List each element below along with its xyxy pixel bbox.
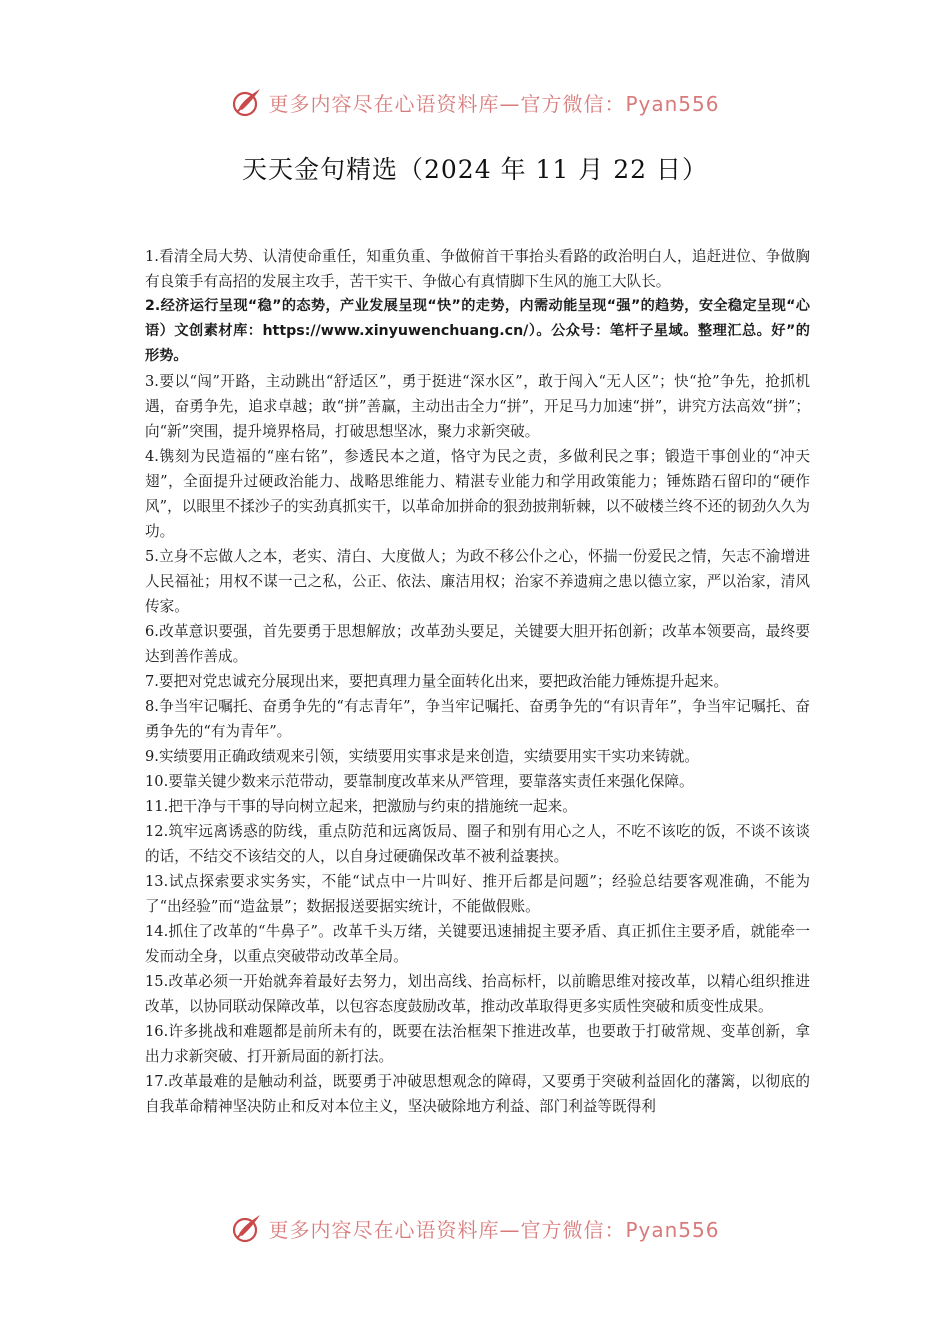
list-item: 4.镌刻为民造福的“座右铭”，参透民本之道，恪守为民之责，多做利民之事；锻造干事创业的“冲天翅”，全面提升过硬政治能力、战略思维能力、精湛专业能力和学用政策能力；锤炼踏石留印的“硬作风”，以眼里不揉沙子的实劲真抓实干，以革命加拼命的狠劲披荆斩棘，以不破楼兰终不还的韧劲久久为功。 [145, 448, 810, 540]
footer-banner [0, 1208, 950, 1248]
list-item: 9.实绩要用正确政绩观来引领，实绩要用实事求是来创造，实绩要用实干实功来铸就。 [145, 748, 699, 765]
list-item: 6.改革意识要强，首先要勇于思想解放；改革劲头要足，关键要大胆开拓创新；改革本领要高，最终要达到善作善成。 [145, 623, 810, 665]
banner-text: 更多内容尽在心语资料库—官方微信：Pyan556 [268, 91, 720, 116]
list-item: 14.抓住了改革的“牛鼻子”。改革千头万绪，关键要迅速捕捉主要矛盾、真正抓住主要矛盾，就能牵一发而动全身，以重点突破带动改革全局。 [145, 923, 810, 965]
quote-list [145, 244, 810, 1119]
list-item: 10.要靠关键少数来示范带动，要靠制度改革来从严管理，要靠落实责任来强化保障。 [145, 773, 694, 790]
list-item: 16.许多挑战和难题都是前所未有的，既要在法治框架下推进改革，也要敢于打破常规、变革创新，拿出力求新突破、打开新局面的新打法。 [145, 1023, 810, 1065]
quill-pen-logo-icon [230, 85, 264, 119]
list-item: 1.看清全局大势、认清使命重任，知重负重、争做俯首干事抬头看路的政治明白人，追赶进位、争做胸有良策手有高招的发展主攻手，苦干实干、争做心有真情脚下生风的施工大队长。 [145, 248, 810, 290]
list-item: 5.立身不忘做人之本，老实、清白、大度做人；为政不移公仆之心，怀揣一份爱民之情，矢志不渝增进人民福祉；用权不谋一己之私，公正、依法、廉洁用权；治家不养遗痈之患以德立家，严以治家，清风传家。 [145, 548, 810, 615]
list-item: 7.要把对党忠诚充分展现出来，要把真理力量全面转化出来，要把政治能力锤炼提升起来。 [145, 673, 729, 690]
quill-pen-logo-icon [230, 1211, 264, 1245]
page-title: 天天金句精选（2024 年 11 月 22 日） [242, 155, 708, 184]
list-item: 17.改革最难的是触动利益，既要勇于冲破思想观念的障碍，又要勇于突破利益固化的藩篱，以彻底的自我革命精神坚决防止和反对本位主义，坚决破除地方利益、部门利益等既得利 [145, 1073, 810, 1115]
list-item: 3.要以“闯”开路，主动跳出“舒适区”，勇于挺进“深水区”，敢于闯入“无人区”；快“抢”争先，抢抓机遇，奋勇争先，追求卓越；敢“拼”善赢，主动出击全力“拼”，开足马力加速“拼”，讲究方法高效“拼”；向“新”突围，提升境界格局，打破思想坚冰，聚力求新突破。 [145, 373, 810, 440]
list-item: 13.试点探索要求实务实，不能“试点中一片叫好、推开后都是问题”；经验总结要客观准确，不能为了“出经验”而“造盆景”；数据报送要据实统计，不能做假账。 [145, 873, 810, 915]
list-item: 8.争当牢记嘱托、奋勇争先的“有志青年”，争当牢记嘱托、奋勇争先的“有识青年”，争当牢记嘱托、奋勇争先的“有为青年”。 [145, 698, 810, 740]
list-item: 2.经济运行呈现“稳”的态势，产业发展呈现“快”的走势，内需动能呈现“强”的趋势，安全稳定呈现“心语）文创素材库：https://www.xinyuwenchuang.cn/）。公众号：笔杆子星域。整理汇总。好”的形势。 [145, 298, 810, 364]
list-item: 12.筑牢远离诱惑的防线，重点防范和远离饭局、圈子和别有用心之人，不吃不该吃的饭，不谈不该谈的话，不结交不该结交的人，以自身过硬确保改革不被利益裹挟。 [145, 823, 810, 865]
banner-text: 更多内容尽在心语资料库—官方微信：Pyan556 [268, 1217, 720, 1242]
list-item: 11.把干净与干事的导向树立起来，把激励与约束的措施统一起来。 [145, 798, 577, 815]
header-banner [0, 82, 950, 122]
list-item: 15.改革必须一开始就奔着最好去努力，划出高线、抬高标杆，以前瞻思维对接改革，以精心组织推进改革，以协同联动保障改革，以包容态度鼓励改革，推动改革取得更多实质性突破和质变性成果。 [145, 973, 810, 1015]
